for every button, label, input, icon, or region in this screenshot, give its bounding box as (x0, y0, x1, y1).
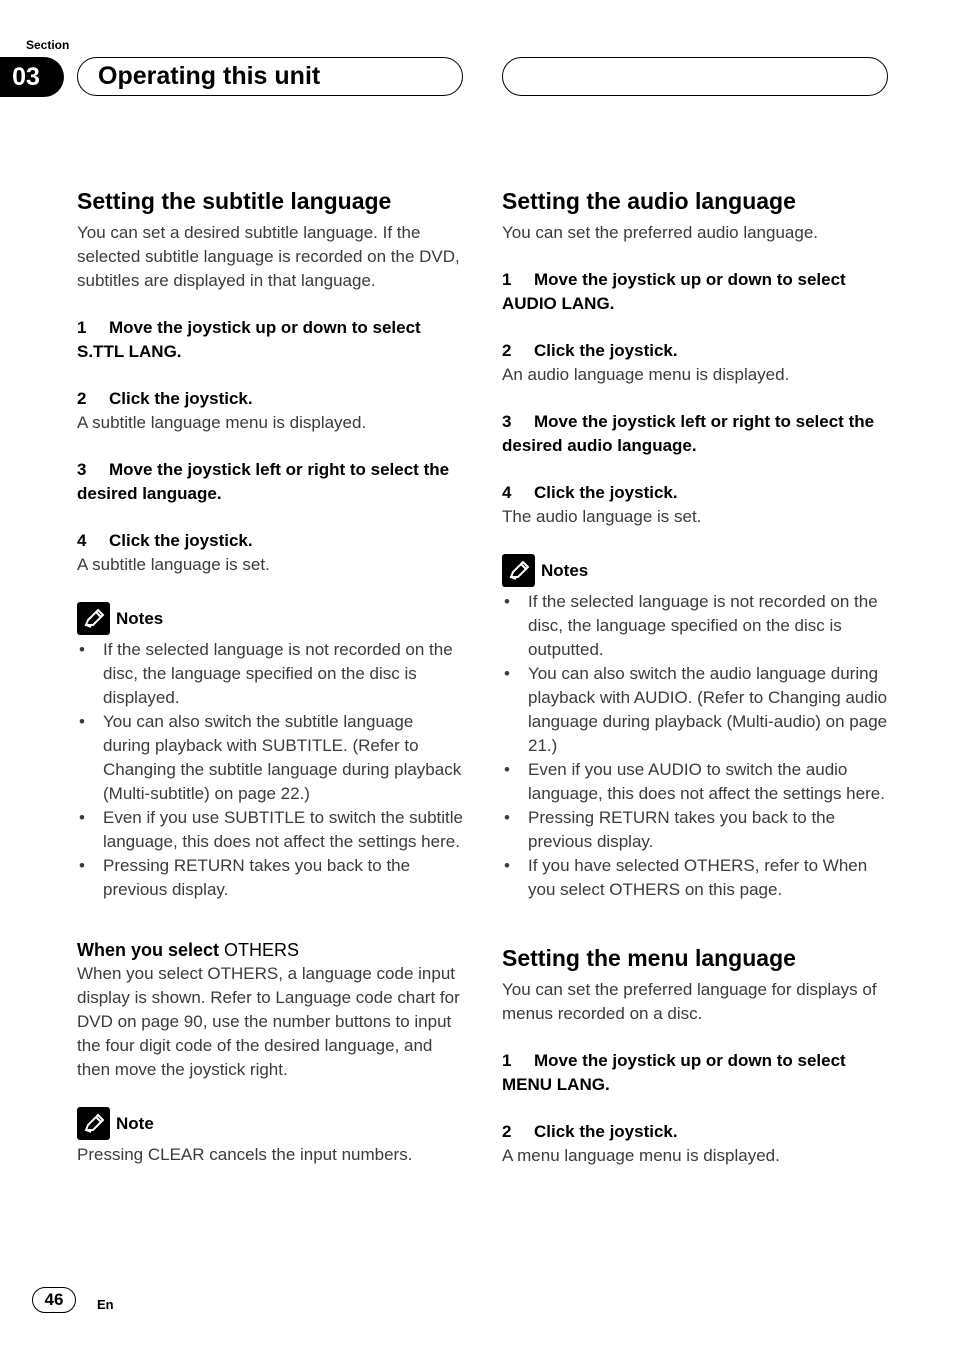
step-body: A subtitle language is set. (77, 555, 270, 574)
step-text: Move the joystick up or down to select S.TTL LANG. (77, 318, 421, 361)
list-item: • Pressing RETURN takes you back to the previous display. (502, 806, 890, 854)
audio-step-1 (502, 268, 890, 316)
step-text: Move the joystick up or down to select MENU LANG. (502, 1051, 846, 1094)
list-item: • If the selected language is not recorded on the disc, the language specified on the disc is displayed. (77, 638, 465, 710)
step-text: Click the joystick. (109, 531, 253, 550)
step-text: Move the joystick left or right to select the desired language. (77, 460, 450, 503)
pencil-note-icon (502, 554, 535, 587)
list-item: • Even if you use AUDIO to switch the audio language, this does not affect the settings here. (502, 758, 890, 806)
subtitle-step-1 (77, 316, 465, 364)
section-label: Section (26, 38, 70, 52)
menu-language-heading: Setting the menu language (502, 945, 796, 971)
section-number-badge: 03 (0, 57, 64, 97)
step-number: 2 (502, 1122, 512, 1141)
audio-step-2 (502, 339, 890, 387)
list-item: • If you have selected OTHERS, refer to When you select OTHERS on this page. (502, 854, 890, 902)
menu-step-1 (502, 1049, 890, 1097)
step-number: 3 (502, 412, 512, 431)
others-text: When you select OTHERS, a language code input display is shown. Refer to Language code chart for DVD on page 90, use the number buttons to input the four digit code of the desired language, and then move the joystick right. (77, 964, 460, 1079)
list-item: • You can also switch the subtitle language during playback with SUBTITLE. (Refer to Changing the subtitle language during playback (Multi-subtitle) on page 22.) (77, 710, 465, 806)
list-item: • If the selected language is not recorded on the disc, the language specified on the disc is outputted. (502, 590, 890, 662)
subtitle-notes-list (77, 638, 465, 902)
language-code: En (97, 1297, 114, 1312)
notes-label: Notes (541, 560, 589, 580)
audio-step-4 (502, 481, 890, 529)
subtitle-step-2 (77, 387, 465, 435)
step-text: Click the joystick. (534, 341, 678, 360)
notes-header (502, 554, 890, 587)
step-number: 3 (77, 460, 87, 479)
subtitle-step-4 (77, 529, 465, 577)
step-text: Click the joystick. (534, 1122, 678, 1141)
subtitle-intro: You can set a desired subtitle language. If the selected subtitle language is recorded on the DVD, subtitles are displayed in that language. (77, 223, 460, 290)
menu-intro: You can set the preferred language for displays of menus recorded on a disc. (502, 980, 877, 1023)
audio-step-3 (502, 410, 890, 458)
pencil-note-icon (77, 602, 110, 635)
page-title: Operating this unit (77, 57, 463, 96)
step-number: 2 (77, 389, 87, 408)
note-text: Pressing CLEAR cancels the input numbers. (77, 1145, 413, 1164)
step-number: 1 (77, 318, 87, 337)
audio-intro: You can set the preferred audio language. (502, 223, 819, 242)
list-item: • Even if you use SUBTITLE to switch the subtitle language, this does not affect the settings here. (77, 806, 465, 854)
note-header (77, 1107, 465, 1140)
step-body: A menu language menu is displayed. (502, 1146, 780, 1165)
notes-header (77, 602, 465, 635)
step-number: 2 (502, 341, 512, 360)
step-text: Click the joystick. (534, 483, 678, 502)
step-number: 1 (502, 270, 512, 289)
audio-language-heading: Setting the audio language (502, 188, 796, 214)
step-text: Move the joystick left or right to select the desired audio language. (502, 412, 875, 455)
page-number: 46 (32, 1287, 76, 1313)
notes-label: Notes (116, 608, 164, 628)
pencil-note-icon (77, 1107, 110, 1140)
step-text: Click the joystick. (109, 389, 253, 408)
step-number: 4 (502, 483, 512, 502)
step-number: 4 (77, 531, 87, 550)
audio-notes-list (502, 590, 890, 902)
step-body: An audio language menu is displayed. (502, 365, 790, 384)
left-column (77, 186, 465, 1167)
right-column (502, 186, 890, 1168)
step-number: 1 (502, 1051, 512, 1070)
title-box-empty (502, 57, 888, 96)
list-item: • You can also switch the audio language during playback with AUDIO. (Refer to Changing audio language during playback (Multi-audio) on page 21.) (502, 662, 890, 758)
step-text: Move the joystick up or down to select AUDIO LANG. (502, 270, 846, 313)
note-label: Note (116, 1113, 154, 1133)
step-body: A subtitle language menu is displayed. (77, 413, 367, 432)
subtitle-step-3 (77, 458, 465, 506)
others-heading: When you select OTHERS (77, 940, 300, 960)
step-body: The audio language is set. (502, 507, 702, 526)
subtitle-language-heading: Setting the subtitle language (77, 188, 392, 214)
list-item: • Pressing RETURN takes you back to the previous display. (77, 854, 465, 902)
menu-step-2 (502, 1120, 890, 1168)
